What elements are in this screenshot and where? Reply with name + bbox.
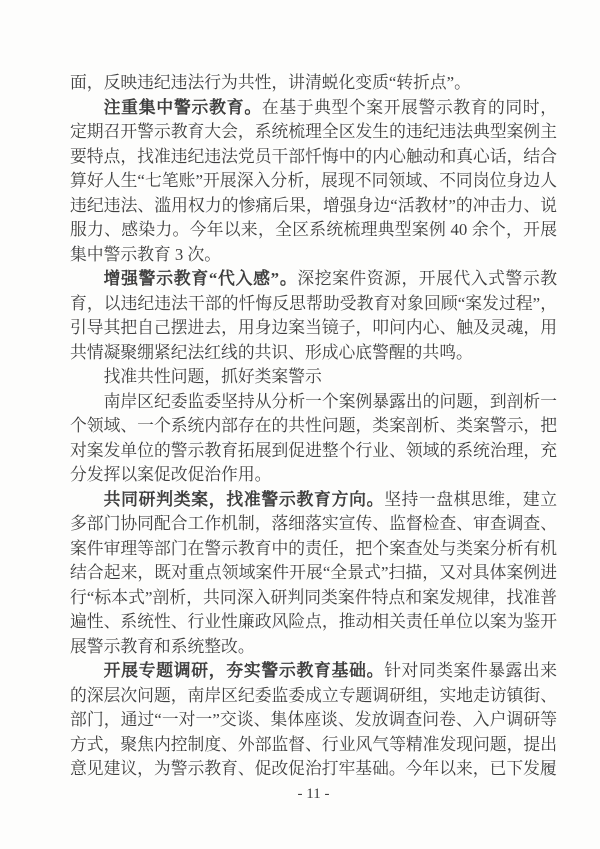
paragraph-lead: 共同研判类案，找准警示教育方向。 [103,489,385,509]
paragraph-text: 深挖案件资源，开展代入式警示教育，以违纪违法干部的忏悔反思帮助受教育对象回顾“案发过程”，引导其把自己摆进去，用身边案当镜子，叩问内心、触及灵魂，用共情凝聚绷紧纪法红线的共识、形成心底警醒的共鸣。 [70,269,557,362]
paragraph-text: 找准共性问题，抓好类案警示 [103,367,322,386]
paragraph-text: 坚持一盘棋思维，建立多部门协同配合工作机制，落细落实宣传、监督检查、审查调查、案件审理等部门在警示教育中的责任，把个案查处与类案分析有机结合起来，既对重点领域案件开展“全景式”扫描，又对具体案例进行“标本式”剖析，共同深入研判同类案件特点和案发规律，找准普遍性、系统性、行业性廉政风险点，推动相关责任单位以案为鉴开展警示教育和系统整改。 [70,489,557,656]
text-body [70,71,557,782]
paragraph-text: 针对同类案件暴露出来的深层次问题，南岸区纪委监委成立专题调研组，实地走访镇街、部门，通过“一对一”交谈、集体座谈、发放调查问卷、入户调研等方式，聚焦内控制度、外部监督、行业风气等精准发现问题，提出意见建议，为警示教育、促改促治打牢基础。今年以来，已下发履 [70,661,557,778]
paragraph-lead: 注重集中警示教育。 [103,97,262,117]
paragraph-lead: 开展专题调研，夯实警示教育基础。 [103,661,385,680]
paragraph-lead: 增强警示教育“代入感”。 [103,269,298,288]
paragraph [70,71,557,96]
paragraph [70,659,557,782]
paragraph-text: 南岸区纪委监委坚持从分析一个案例暴露出的问题，到剖析一个领域、一个系统内部存在的共性问题，类案剖析、类案警示，把对案发单位的警示教育拓展到促进整个行业、领域的系统治理，充分发挥以案促改促治作用。 [70,391,557,484]
page-number: - 11 - [297,786,330,802]
paragraph [70,96,557,268]
paragraph-text: 在基于典型个案开展警示教育的同时，定期召开警示教育大会，系统梳理全区发生的违纪违法典型案例主要特点，找准违纪违法党员干部忏悔中的内心触动和真心话，结合算好人生“七笔账”开展深入分析，展现不同领域、不同岗位身边人违纪违法、滥用权力的惨痛后果，增强身边“活教材”的冲击力、说服力、感染力。今年以来，全区系统梳理典型案例 40 余个，开展集中警示教育 3 次。 [70,97,557,264]
paragraph-text: 面，反映违纪违法行为共性，讲清蜕化变质“转折点”。 [70,73,471,92]
paragraph [70,390,557,488]
paragraph [70,488,557,660]
section-heading [70,365,557,390]
paragraph [70,267,557,365]
